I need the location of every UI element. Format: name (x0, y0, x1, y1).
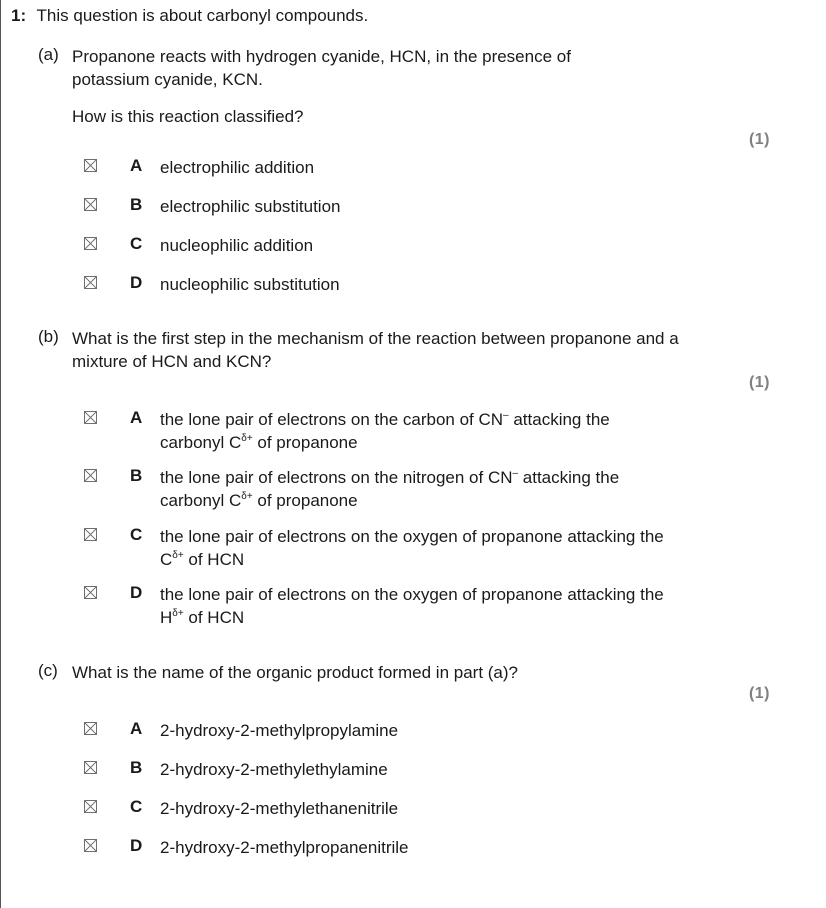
option-text: 2-hydroxy-2-methylpropanenitrile (160, 838, 409, 857)
option-text: nucleophilic addition (160, 236, 314, 255)
option-letter: D (130, 583, 143, 602)
option-text: the lone pair of electrons on the carbon of CN– attacking the carbonyl $C^{\delta+}$ of propanone (160, 410, 610, 452)
option-text: 2-hydroxy-2-methylpropylamine (160, 721, 399, 740)
part-c-marks: (1) (748, 685, 770, 702)
part-c-stem (72, 661, 518, 684)
option-letter: A (130, 719, 143, 738)
option-text: nucleophilic substitution (160, 275, 340, 294)
option-letter: C (130, 797, 143, 816)
option-text: electrophilic addition (160, 158, 315, 177)
part-c-stem-line-1: What is the name of the organic product formed in part (a)? (72, 663, 519, 682)
answer-checkbox[interactable] (84, 528, 97, 541)
part-b-stem-line-1: What is the first step in the mechanism of the reaction between propanone and a (72, 329, 679, 348)
option-text: electrophilic substitution (160, 197, 341, 216)
option-text: the lone pair of electrons on the oxygen of propanone attacking the $H^{\delta+}$ of HCN (160, 585, 664, 627)
option-letter: A (130, 408, 143, 427)
part-b-marks: (1) (748, 374, 770, 391)
part-b-stem-line-2: mixture of HCN and KCN? (72, 352, 272, 371)
option-letter: B (130, 466, 143, 485)
answer-checkbox[interactable] (84, 411, 97, 424)
answer-checkbox[interactable] (84, 159, 97, 172)
answer-checkbox[interactable] (84, 800, 97, 813)
part-a-stem (72, 45, 571, 91)
answer-checkbox[interactable] (84, 839, 97, 852)
answer-checkbox[interactable] (84, 586, 97, 599)
answer-checkbox[interactable] (84, 276, 97, 289)
option-letter: C (130, 234, 143, 253)
answer-checkbox[interactable] (84, 722, 97, 735)
option-text: the lone pair of electrons on the oxygen of propanone attacking the $C^{\delta+}$ of HCN (160, 527, 664, 569)
answer-checkbox[interactable] (84, 198, 97, 211)
option-letter: A (130, 156, 143, 175)
option-text: 2-hydroxy-2-methylethanenitrile (160, 799, 399, 818)
question-header (11, 6, 368, 26)
part-a-label: (a) (38, 45, 59, 64)
option-letter: C (130, 525, 143, 544)
page-left-border (0, 0, 1, 908)
option-letter: D (130, 836, 143, 855)
part-b-label: (b) (38, 327, 59, 346)
option-text: the lone pair of electrons on the nitrogen of CN– attacking the carbonyl $C^{\delta+}$ of propanone (160, 468, 620, 510)
answer-checkbox[interactable] (84, 237, 97, 250)
answer-checkbox[interactable] (84, 469, 97, 482)
option-text: 2-hydroxy-2-methylethylamine (160, 760, 388, 779)
option-letter: B (130, 758, 143, 777)
part-a-stem-line-1: Propanone reacts with hydrogen cyanide, HCN, in the presence of (72, 47, 571, 66)
part-a-prompt: How is this reaction classified? (72, 107, 304, 126)
part-c-label: (c) (38, 661, 58, 680)
option-letter: B (130, 195, 143, 214)
option-letter: D (130, 273, 143, 292)
part-a-stem-line-2: potassium cyanide, KCN. (72, 70, 263, 89)
answer-checkbox[interactable] (84, 761, 97, 774)
part-a-marks: (1) (748, 131, 770, 148)
question-intro: This question is about carbonyl compounds. (36, 6, 369, 25)
question-number: 1: (11, 6, 27, 25)
part-b-stem (72, 327, 679, 373)
